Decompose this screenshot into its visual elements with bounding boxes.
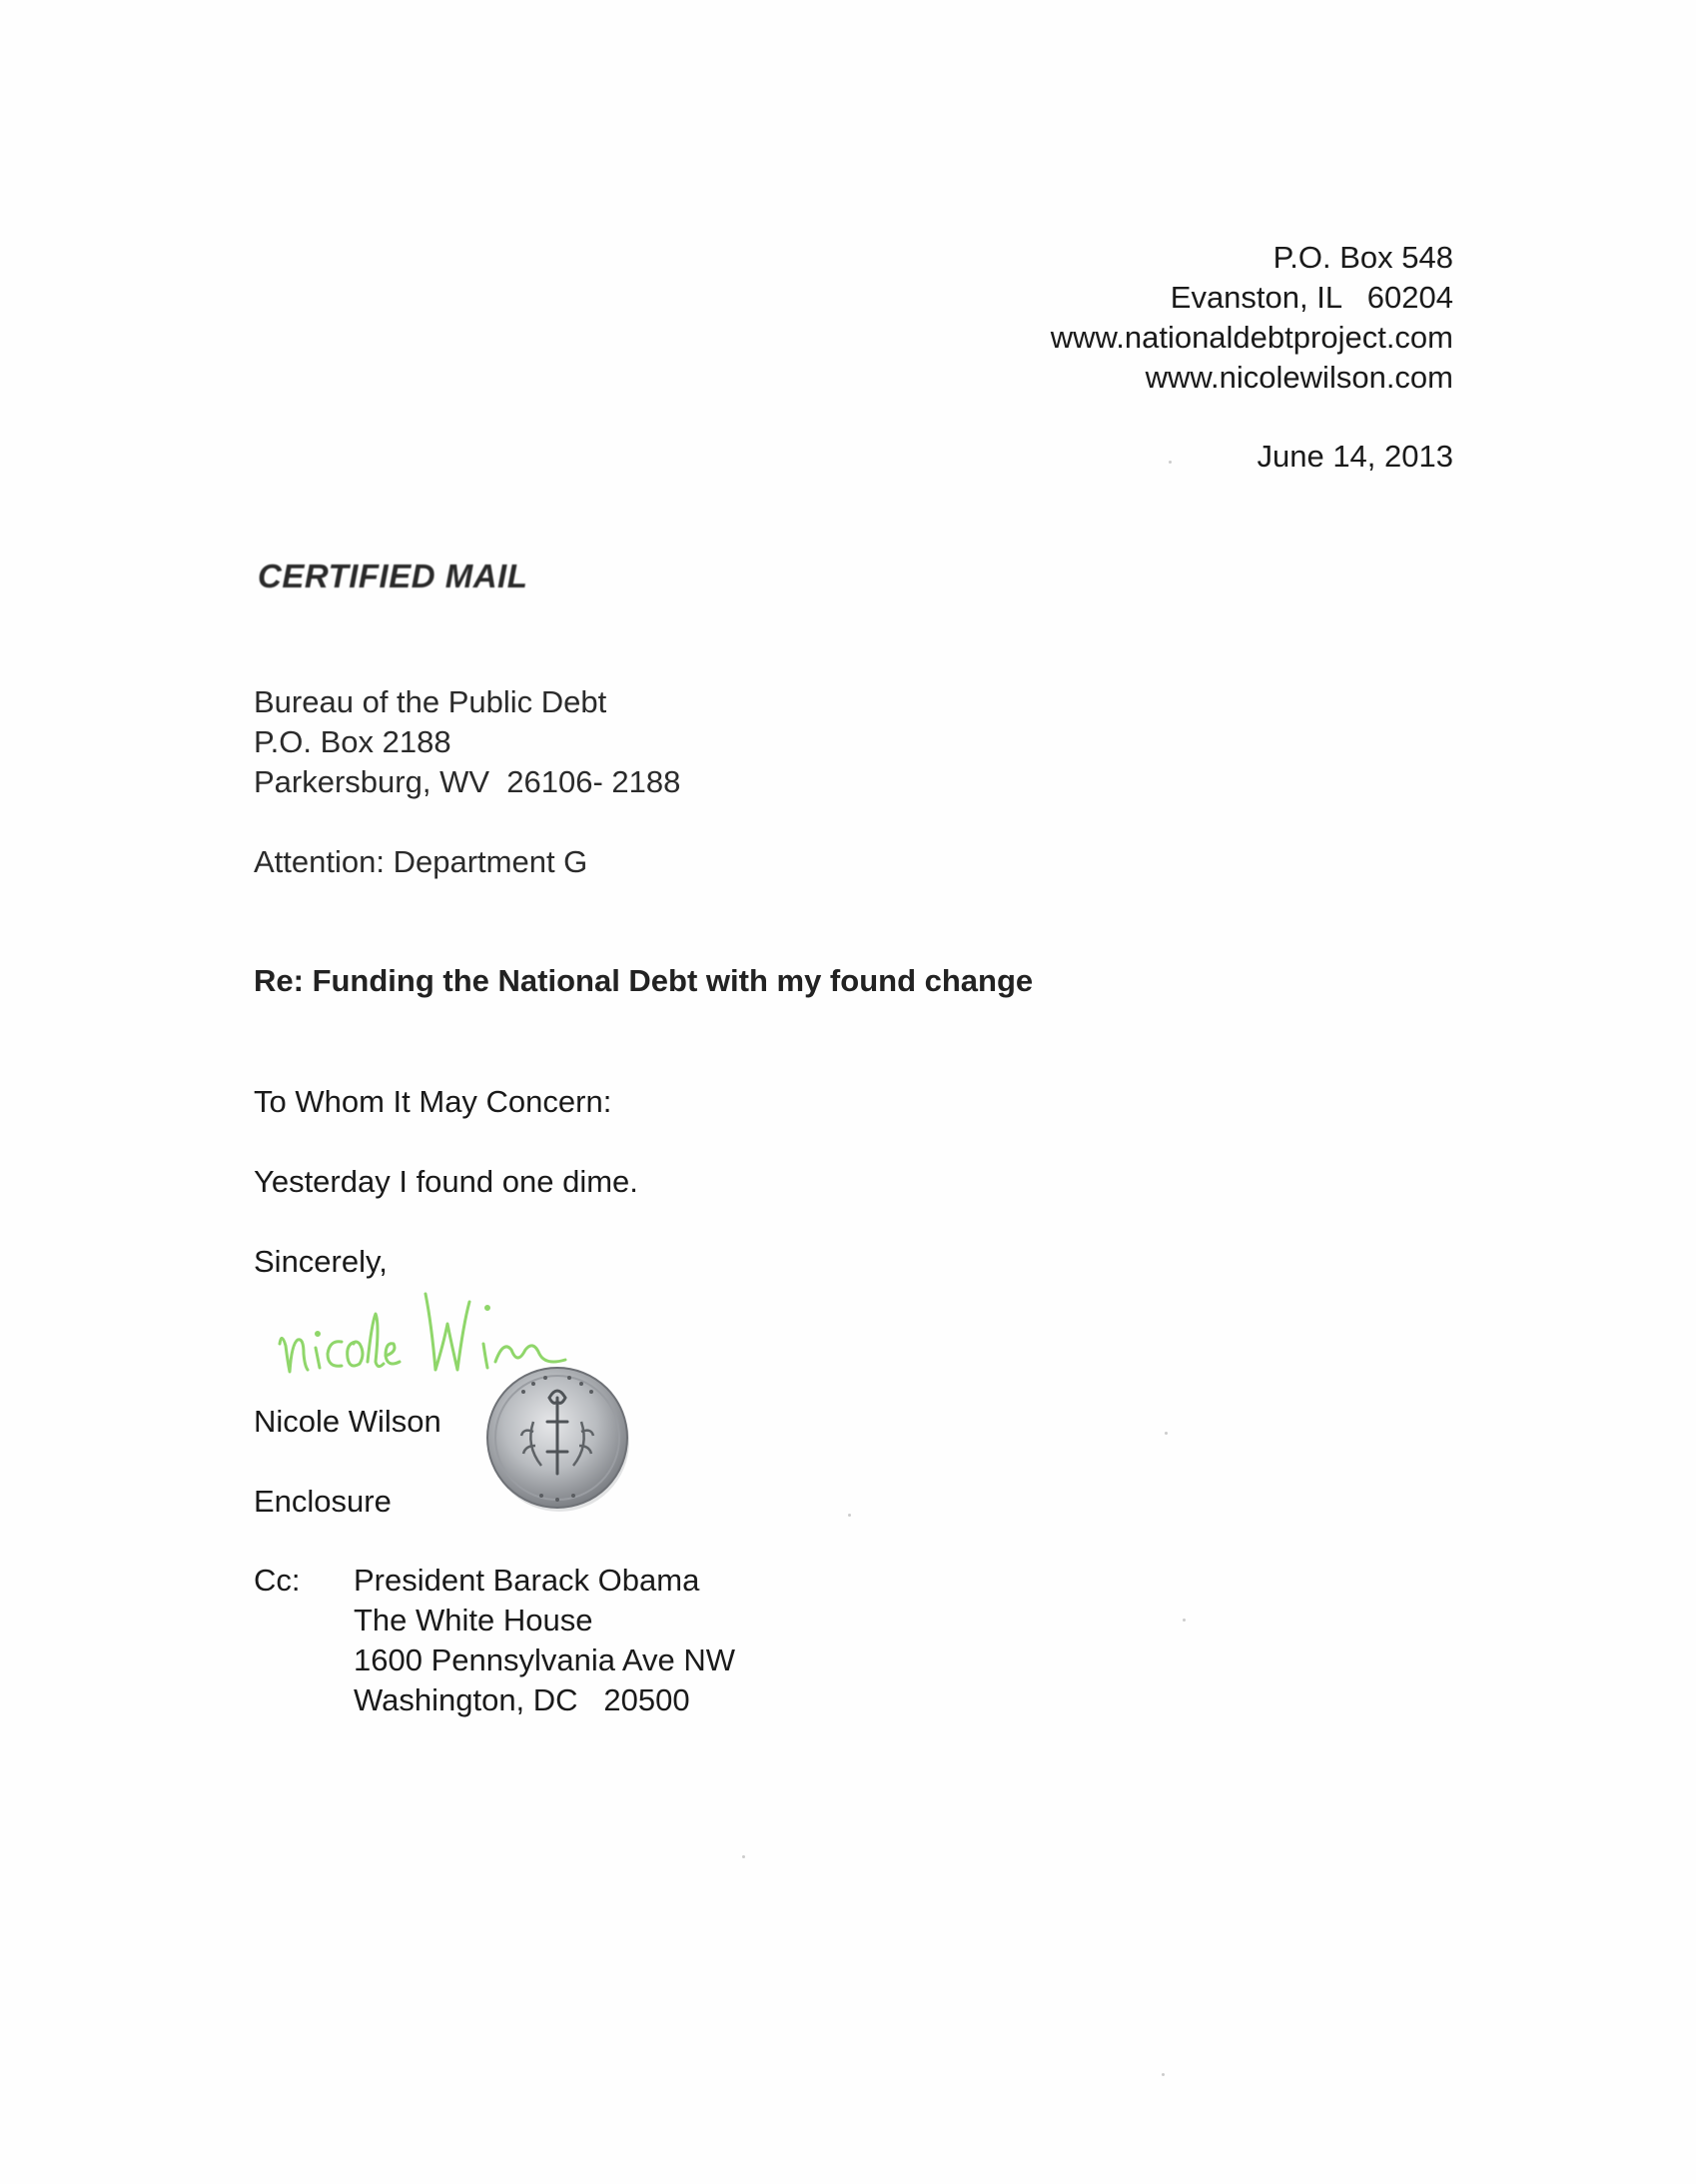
cc-label: Cc: [254, 1563, 301, 1598]
subject-line: Re: Funding the National Debt with my found change [254, 963, 1034, 998]
scan-speck [1162, 2073, 1165, 2076]
cc-line: The White House [354, 1603, 593, 1638]
cc-line: 1600 Pennsylvania Ave NW [354, 1642, 735, 1677]
cc-line: Washington, DC 20500 [354, 1682, 690, 1717]
letter-date: June 14, 2013 [1257, 439, 1453, 474]
scan-speck [848, 1514, 851, 1517]
closing: Sincerely, [254, 1244, 388, 1279]
recipient-city-state-zip: Parkersburg, WV 26106- 2188 [254, 764, 681, 799]
scan-speck [742, 1855, 745, 1858]
dime-coin-icon [481, 1362, 633, 1514]
sender-city-state-zip: Evanston, IL 60204 [1170, 280, 1453, 315]
recipient-po-box: P.O. Box 2188 [254, 724, 451, 759]
salutation: To Whom It May Concern: [254, 1084, 612, 1119]
signer-name: Nicole Wilson [254, 1404, 441, 1439]
scan-speck [1165, 1432, 1168, 1435]
enclosure-note: Enclosure [254, 1484, 392, 1519]
scan-speck [1183, 1619, 1186, 1622]
recipient-name: Bureau of the Public Debt [254, 684, 607, 719]
body-text: Yesterday I found one dime. [254, 1164, 638, 1199]
recipient-attention: Attention: Department G [254, 844, 588, 879]
certified-mail-heading: CERTIFIED MAIL [258, 557, 528, 594]
cc-line: President Barack Obama [354, 1563, 700, 1598]
sender-website-1: www.nationaldebtproject.com [1050, 320, 1453, 355]
sender-website-2: www.nicolewilson.com [1145, 360, 1453, 395]
scan-speck [1169, 461, 1172, 464]
sender-po-box: P.O. Box 548 [1272, 240, 1453, 275]
